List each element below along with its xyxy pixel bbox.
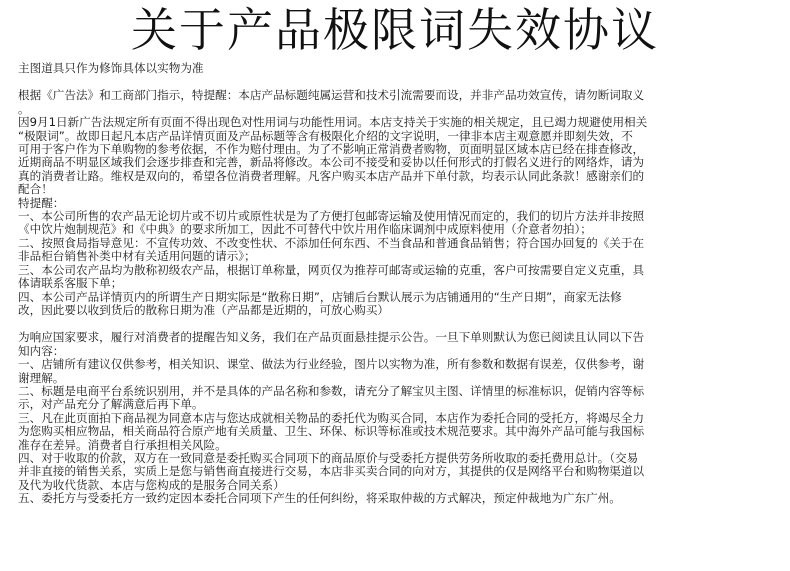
text-line: 二、标题是电商平台系统识别用，并不是具体的产品名称和参数，请充分了解宝贝主图、详情里的标准标识，促销内容等标: [18, 383, 645, 398]
text-line: 知内容：: [18, 343, 65, 358]
text-line: 并非直接的销售关系，实质上是您与销售商直接进行交易，本店非买卖合同的向对方，其提供的仅是网络平台和购物渠道以: [18, 464, 645, 479]
document-body: [18, 62, 776, 506]
text-line: 四、对于收取的价款，双方在一致同意是委托购买合同项下的商品原价与受委托方提供劳务所收取的委托费用总计。（交易: [18, 450, 639, 465]
basis-paragraph: [18, 89, 776, 116]
text-line: 非品柜台销售补类中材有关适用问题的请示》；: [18, 249, 256, 264]
text-line: 真的消费者让路。维权是双向的，希望各位消费者理解。凡客户购买本店产品并下单付款，均表示认同此条款！感谢亲们的: [18, 168, 645, 183]
text-line: 《中饮片炮制规范》和《中典》的要求所加工，因此不可替代中饮片用作临床调剂中成原料使用（介意者勿拍）；: [18, 222, 592, 237]
text-line: 改，因此要以收到货后的散称日期为准（产品都是近期的，可放心购买）: [18, 302, 390, 317]
text-line: 因9月1日新广告法规定所有页面不得出现色对性用词与功能性用词。本店支持关于实施的相关规定，且已竭力规避使用相关: [18, 115, 648, 130]
agreement-section: [18, 331, 776, 505]
spacer: [18, 317, 776, 331]
special-reminder-section: [18, 197, 776, 318]
intro-text: 主图道具只作为修饰具体以实物为准: [18, 61, 204, 75]
text-line: 三、本公司农产品均为散称初级农产品，根据订单称量，网页仅为推荐可邮寄或运输的克重，客户可按需要自定义克重，具: [18, 262, 645, 277]
text-line: 及代为收代货款、本店与您构成的是服务合同关系）: [18, 477, 285, 492]
text-line: 三、凡在此页面拍下商品视为同意本店与您达成就相关物品的委托代为购买合同，本店作为委托合同的受托方，将竭尽全力: [18, 410, 645, 425]
text-line: 谢理解。: [18, 370, 65, 385]
text-line: 配合！: [18, 182, 53, 197]
section-heading: 特提醒：: [18, 195, 65, 210]
text-line: 一、店铺所有建议仅供参考，相关知识、课堂、做法为行业经验，图片以实物为准，所有参数和数据有误差，仅供参考，谢: [18, 357, 645, 372]
text-line: 。: [18, 101, 30, 116]
page-title: 关于产品极限词失效协议: [131, 3, 659, 57]
text-line: 示，对产品充分了解满意后再下单。: [18, 397, 204, 412]
text-line: 体请联系客服下单；: [18, 276, 123, 291]
text-line: 根据《广告法》和工商部门指示，特提醒：本店产品标题纯属运营和技术引流需要而设，并非产品功效宣传，请勿断词取义: [18, 88, 645, 103]
spacer: [18, 75, 776, 89]
text-line: 准存在差异。消费者自行承担相关风险。: [18, 437, 227, 452]
text-line: 一、本公司所售的农产品无论切片或不切片或原性状是为了方便打包邮寄运输及使用情况而定的，我们的切片方法并非按照: [18, 209, 645, 224]
text-line: 为您购买相应物品，相关商品符合原产地有关质量、卫生、环保、标识等标准或技术规范要求。其中海外产品可能与我国标: [18, 424, 645, 439]
text-line: 五、委托方与受委托方一致约定因本委托合同项下产生的任何纠纷，将采取仲裁的方式解决，预定仲裁地为广东广州。: [18, 491, 621, 506]
text-line: 二、按照食局指导意见：不宣传功效、不改变性状、不添加任何东西、不当食品和普通食品销售；符合国办回复的《关于在: [18, 235, 645, 250]
text-line: 可用于客户作为下单购物的参考依据，不作为赔付理由。为了不影响正常消费者购物，页面明显区域本店已经在排查修改，: [18, 142, 645, 157]
text-line: 四、本公司产品详情页内的所谓生产日期实际是“散称日期”，店铺后台默认展示为店铺通用的“生产日期”，商家无法修: [18, 289, 622, 304]
text-line: 为响应国家要求，履行对消费者的提醒告知义务，我们在产品页面悬挂提示公告。一旦下单则默认为您已阅读且认同以下告: [18, 330, 645, 345]
notice-paragraph: [18, 116, 776, 196]
text-line: “极限词”。故即日起凡本店产品详情页面及产品标题等含有极限化介绍的文字说明，一律非本店主观意愿并即刻失效，不: [18, 128, 633, 143]
text-line: 近期商品不明显区域我们会逐步排查和完善，新品将修改。本公司不接受和妥协以任何形式的打假名义进行的网络炸，请为: [18, 155, 645, 170]
